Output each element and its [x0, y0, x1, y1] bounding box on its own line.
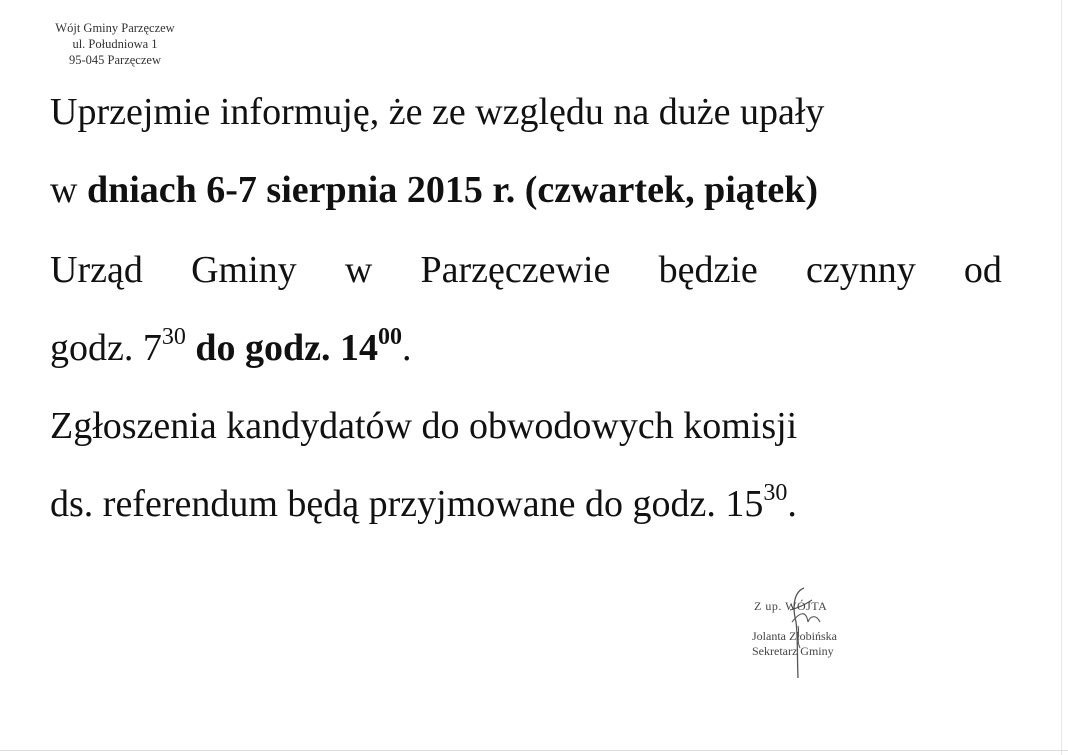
signatory-name: Jolanta Złobińska	[752, 629, 837, 643]
scan-edge-right	[1061, 0, 1062, 755]
line6-period: .	[787, 483, 797, 525]
notice-line-3	[50, 248, 1002, 292]
notice-line-5: Zgłoszenia kandydatów do obwodowych komisji	[50, 405, 798, 447]
signatory-role: Sekretarz Gminy	[752, 644, 834, 658]
stamp-office: Wójt Gminy Parzęczew	[55, 21, 175, 35]
signature-authority: Z up. WÓJTA	[754, 599, 828, 613]
notice-line-2	[50, 168, 818, 212]
close-time-minutes: 00	[378, 324, 403, 350]
notice-line-1: Uprzejmie informuję, że ze względu na duże upały	[50, 91, 825, 133]
line2-prefix: w	[50, 169, 87, 211]
line3-word: czynny	[805, 249, 916, 291]
line3-word: Urząd	[50, 249, 143, 291]
referendum-time-minutes: 30	[763, 480, 788, 506]
line3-word: od	[963, 249, 1002, 291]
line3-word: będzie	[658, 249, 758, 291]
open-time: godz. 7	[50, 327, 162, 369]
header-stamp	[40, 20, 190, 68]
scan-edge-bottom	[0, 750, 1068, 751]
line4-period: .	[402, 327, 412, 369]
notice-line-6	[50, 482, 797, 526]
notice-line-4-hours	[50, 326, 412, 370]
close-time-bold: do godz. 14	[185, 327, 379, 369]
stamp-street: ul. Południowa 1	[72, 37, 158, 51]
referendum-text: ds. referendum będą przyjmowane do godz. 15	[50, 483, 764, 525]
stamp-postal-city: 95-045 Parzęczew	[69, 53, 161, 67]
line3-word: Parzęczewie	[420, 249, 611, 291]
line3-word: w	[344, 249, 373, 291]
dates-bold: dniach 6-7 sierpnia 2015 r. (czwartek, piątek)	[86, 169, 819, 211]
open-time-minutes: 30	[161, 324, 186, 350]
line3-word: Gminy	[191, 249, 297, 291]
